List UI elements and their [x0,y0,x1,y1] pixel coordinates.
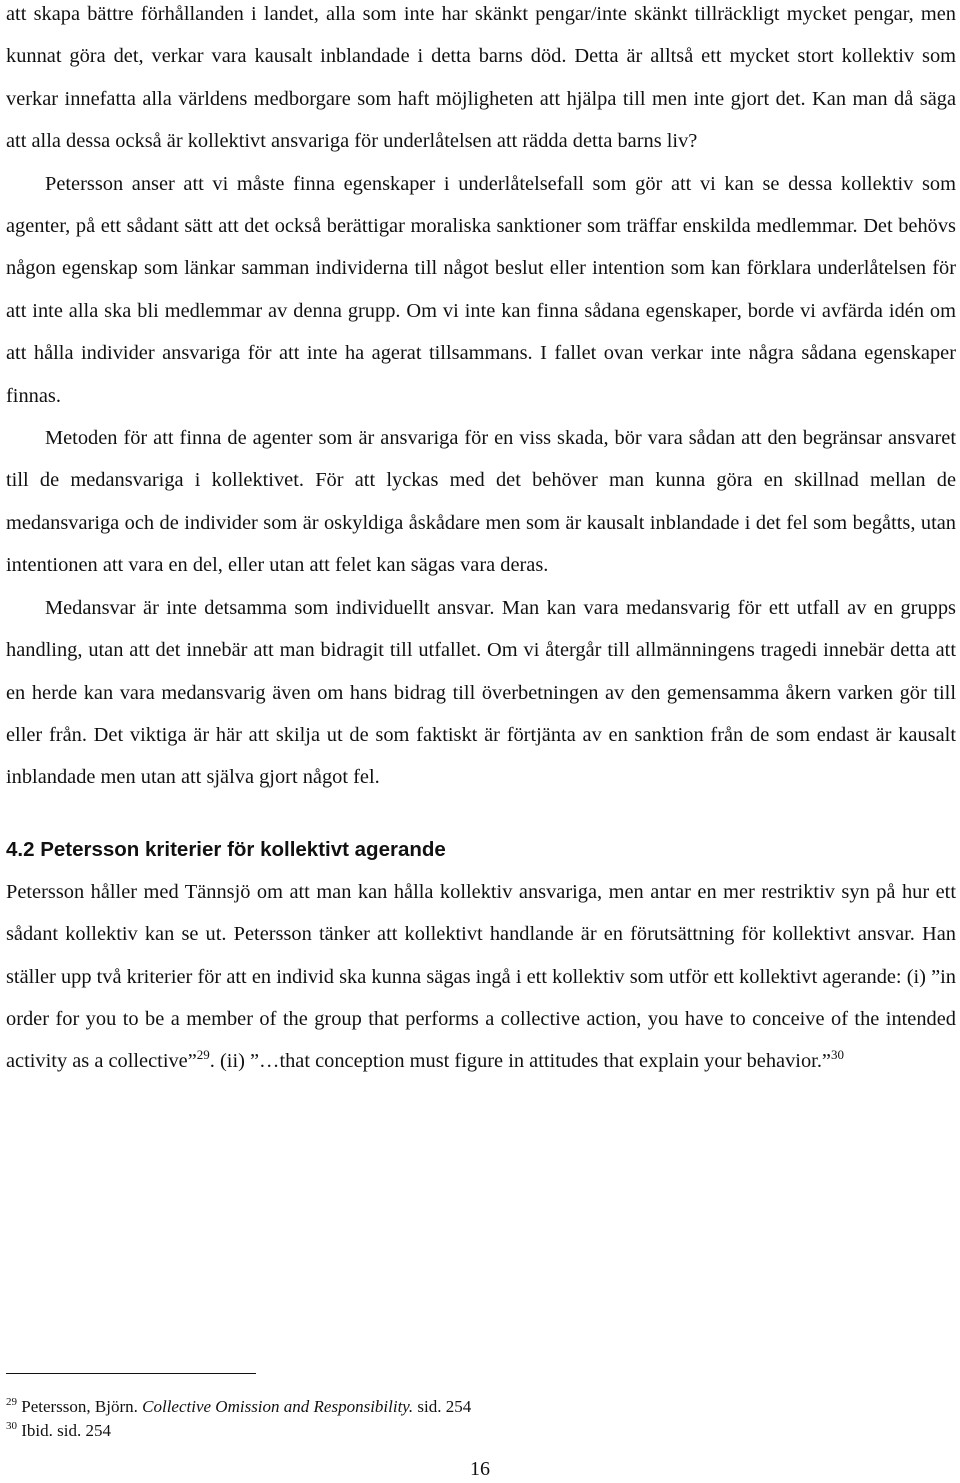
footnote-number: 30 [6,1420,17,1432]
footnote-author: Petersson, Björn. [21,1397,138,1416]
footnote-30 [6,1419,471,1443]
paragraph-medansvar [6,587,956,799]
footnote-ref: sid. 254 [417,1397,472,1416]
paragraph-text: Metoden för att finna de agenter som är ansvariga för en viss skada, bör vara sådan att den begränsar ansvaret till de medansvariga i kollektivet. För att lyckas med det behöver man kunna göra en skillnad mellan de medansvariga och de individer som är oskyldiga åskådare men som är kausalt inblandade i det fel som begåtts, utan intentionen att vara en del, eller utan att felet kan sägas vara deras. [6,427,956,577]
footnotes [6,1395,471,1443]
page-number: 16 [470,1458,490,1480]
footnote-number: 29 [6,1396,17,1408]
footnote-title: Collective Omission and Responsibility. [142,1397,414,1416]
paragraph-text: att skapa bättre förhållanden i landet, alla som inte har skänkt pengar/inte skänkt tillräckligt mycket pengar, men kunnat göra det, verkar vara kausalt inblandade i detta barns död. Detta är alltså ett mycket stort kollektiv som verkar innefatta alla världens medborgare som haft möjligheten att hjälpa till men inte gjort det. Kan man då säga att alla dessa också är kollektivt ansvariga för underlåtelsen att rädda detta barns liv? [6,3,956,153]
footnote-29 [6,1395,471,1419]
section-heading: 4.2 Petersson kriterier för kollektivt agerande [6,837,446,861]
paragraph-petersson-egenskaper [6,163,956,417]
paragraph-kriterier [6,871,956,1083]
paragraph-text: Medansvar är inte detsamma som individuellt ansvar. Man kan vara medansvarig för ett utfall av en grupps handling, utan att det innebär att man bidragit till utfallet. Om vi återgår till allmänningens tragedi innebär detta att en herde kan vara medansvarig även om hans bidrag till överbetningen av den gemensamma åkern varken gör till eller från. Det viktiga är här att skilja ut de som faktiskt är förtjänta av en sanktion från de som endast är kausalt inblandade men utan att själva gjort något fel. [6,596,956,789]
footnote-divider [6,1373,256,1374]
footnote-ref-30[interactable]: 30 [830,1047,844,1063]
paragraph-text: . (ii) ”…that conception must figure in attitudes that explain your behavior.” [209,1050,831,1073]
paragraph-text: Petersson håller med Tännsjö om att man kan hålla kollektiv ansvariga, men antar en mer restriktiv syn på hur ett sådant kollektiv kan se ut. Petersson tänker att kollektivt handlande är en förutsättning för kollektivt ansvar. Han ställer upp två kriterier för att en individ ska kunna sägas ingå i ett kollektiv som utför ett kollektivt agerande: (i) ”in order for you to be a member of the group that performs a collective action, you have to conceive of the intended activity as a collective” [6,880,956,1073]
paragraph-text: Petersson anser att vi måste finna egenskaper i underlåtelsefall som gör att vi kan se dessa kollektiv som agenter, på ett sådant sätt att det också berättigar moraliska sanktioner som träffar enskilda medlemmar. Det behövs någon egenskap som länkar samman individerna till något beslut eller intention som kan förklara underlåtelsen för att inte alla ska bli medlemmar av denna grupp. Om vi inte kan finna sådana egenskaper, borde vi avfärda idén om att hålla individer ansvariga för att inte ha agerat tillsammans. I fallet ovan verkar inte några sådana egenskaper finnas. [6,172,956,407]
paragraph-continued [6,0,956,163]
paragraph-metoden [6,417,956,587]
document-page [6,0,956,1083]
footnote-ref-29[interactable]: 29 [196,1047,210,1063]
footnote-text: Ibid. sid. 254 [21,1421,111,1440]
